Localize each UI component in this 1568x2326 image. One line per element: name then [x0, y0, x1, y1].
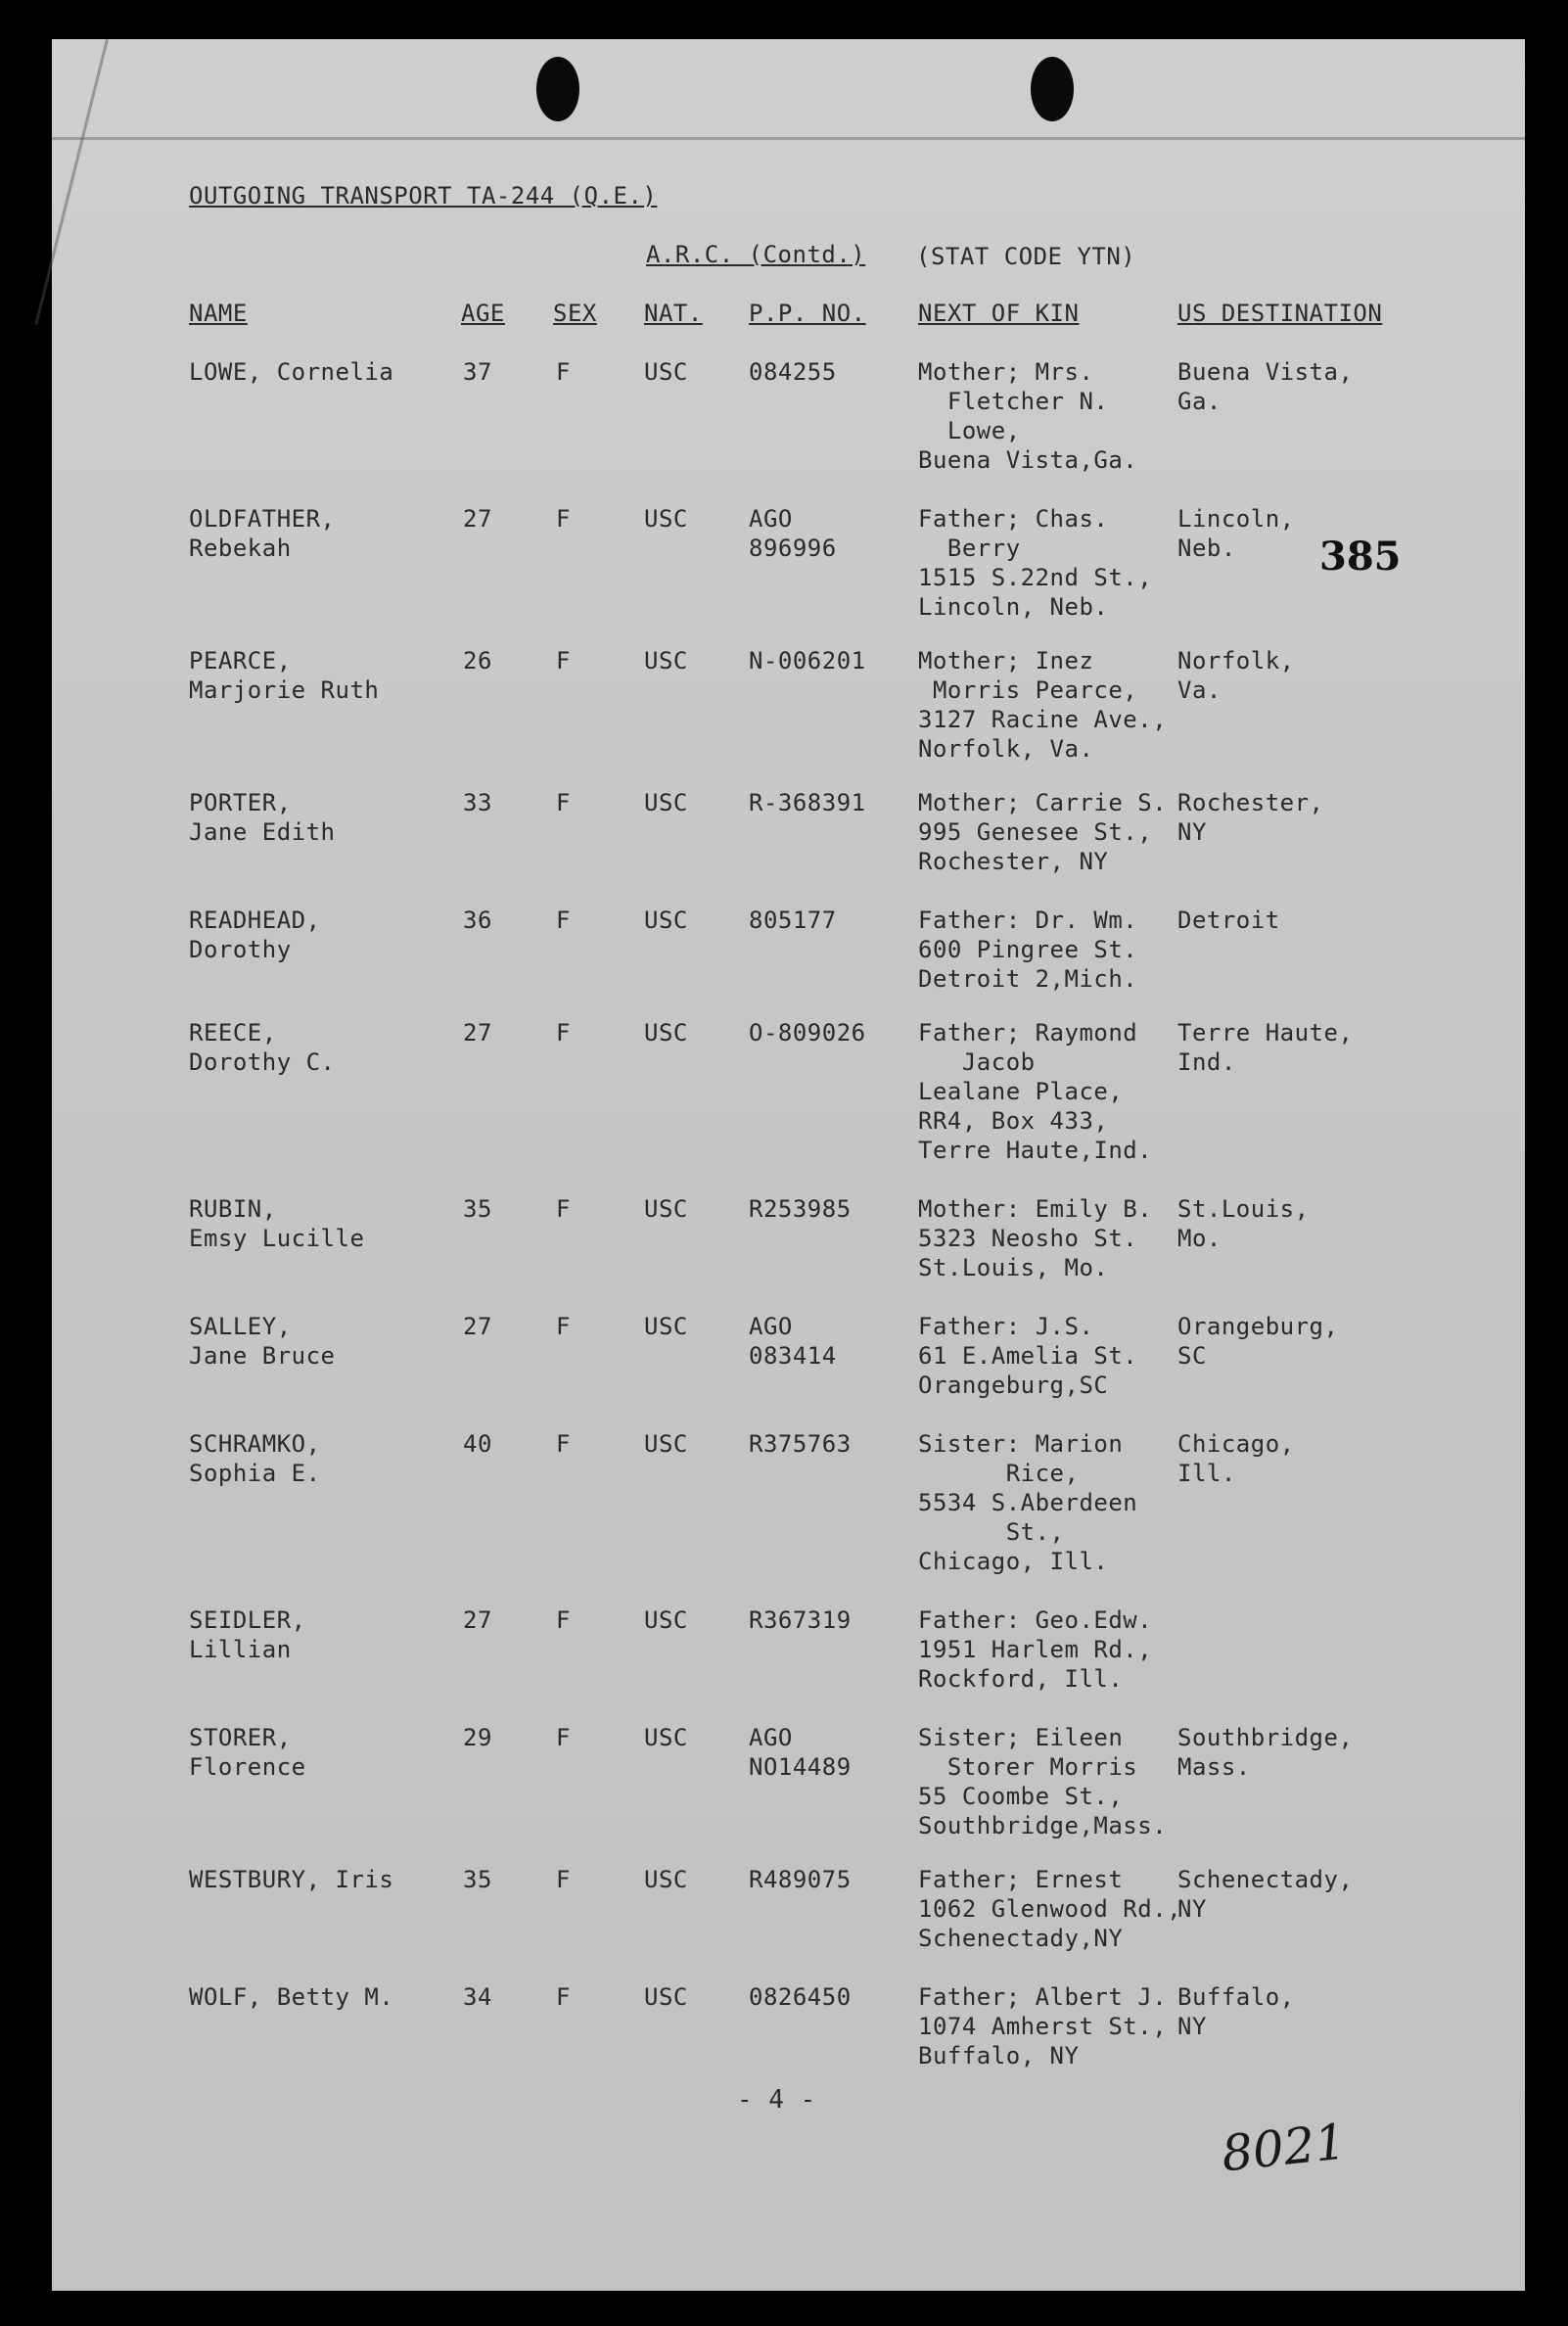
age-cell: 27 — [463, 1019, 492, 1047]
destination-line: NY — [1177, 2013, 1207, 2040]
passport-line: NO14489 — [749, 1753, 852, 1781]
destination-line: Ill. — [1177, 1460, 1236, 1487]
next-of-kin-line: 1515 S.22nd St., — [918, 564, 1153, 591]
name-line: PORTER, — [189, 789, 292, 816]
sex-cell: F — [556, 1866, 571, 1893]
nationality-cell: USC — [644, 1313, 688, 1340]
next-of-kin-line: Father: J.S. — [918, 1313, 1094, 1340]
age-cell: 33 — [463, 789, 492, 816]
next-of-kin-line: Rochester, NY — [918, 848, 1109, 875]
destination-line: Va. — [1177, 676, 1222, 704]
name-line: Jane Bruce — [189, 1342, 336, 1370]
sex-cell: F — [556, 789, 571, 816]
destination-line: Neb. — [1177, 535, 1236, 562]
age-cell: 34 — [463, 1983, 492, 2011]
fold-line — [52, 137, 1525, 140]
next-of-kin-line: Mother; Mrs. — [918, 358, 1094, 386]
next-of-kin-line: Orangeburg,SC — [918, 1372, 1109, 1399]
next-of-kin-line: Schenectady,NY — [918, 1925, 1124, 1952]
next-of-kin-line: Father; Chas. — [918, 505, 1109, 533]
destination-line: Buffalo, — [1177, 1983, 1295, 2011]
next-of-kin-line: Fletcher N. — [918, 388, 1109, 415]
next-of-kin-line: 61 E.Amelia St. — [918, 1342, 1138, 1370]
name-line: RUBIN, — [189, 1195, 277, 1223]
name-line: Lillian — [189, 1636, 292, 1663]
destination-line: Rochester, — [1177, 789, 1324, 816]
name-line: PEARCE, — [189, 647, 292, 675]
destination-line: Ga. — [1177, 388, 1222, 415]
destination-line: Detroit — [1177, 907, 1280, 934]
next-of-kin-line: St.Louis, Mo. — [918, 1254, 1109, 1281]
next-of-kin-line: Mother: Emily B. — [918, 1195, 1153, 1223]
age-cell: 27 — [463, 1313, 492, 1340]
punch-hole — [536, 57, 579, 121]
nationality-cell: USC — [644, 1430, 688, 1458]
next-of-kin-line: Rockford, Ill. — [918, 1665, 1124, 1693]
age-cell: 27 — [463, 505, 492, 533]
nationality-cell: USC — [644, 1606, 688, 1634]
destination-line: Mass. — [1177, 1753, 1251, 1781]
sex-cell: F — [556, 1983, 571, 2011]
next-of-kin-line: 600 Pingree St. — [918, 936, 1138, 963]
next-of-kin-line: Storer Morris — [918, 1753, 1138, 1781]
column-header-name: NAME — [189, 300, 248, 327]
passport-line: AGO — [749, 1313, 793, 1340]
next-of-kin-line: 1951 Harlem Rd., — [918, 1636, 1153, 1663]
column-header-age: AGE — [461, 300, 505, 327]
passport-line: O-809026 — [749, 1019, 866, 1047]
stamp-number: 385 — [1319, 534, 1402, 580]
page-number: - 4 - — [737, 2085, 816, 2115]
next-of-kin-line: Father: Dr. Wm. — [918, 907, 1138, 934]
next-of-kin-line: 3127 Racine Ave., — [918, 706, 1168, 733]
next-of-kin-line: Buffalo, NY — [918, 2042, 1080, 2070]
name-line: SEIDLER, — [189, 1606, 306, 1634]
next-of-kin-line: Lowe, — [918, 417, 1021, 444]
destination-line: Mo. — [1177, 1225, 1222, 1252]
age-cell: 26 — [463, 647, 492, 675]
passport-line: 084255 — [749, 358, 837, 386]
name-line: READHEAD, — [189, 907, 321, 934]
destination-line: Terre Haute, — [1177, 1019, 1354, 1047]
next-of-kin-line: 5323 Neosho St. — [918, 1225, 1138, 1252]
next-of-kin-line: 995 Genesee St., — [918, 818, 1153, 846]
name-line: Rebekah — [189, 535, 292, 562]
next-of-kin-line: Rice, — [918, 1460, 1080, 1487]
name-line: Sophia E. — [189, 1460, 321, 1487]
name-line: STORER, — [189, 1724, 292, 1751]
destination-line: Orangeburg, — [1177, 1313, 1339, 1340]
destination-line: Buena Vista, — [1177, 358, 1354, 386]
next-of-kin-line: Lincoln, Neb. — [918, 593, 1109, 621]
name-line: Marjorie Ruth — [189, 676, 380, 704]
punch-hole — [1031, 57, 1074, 121]
next-of-kin-line: Southbridge,Mass. — [918, 1812, 1168, 1839]
sex-cell: F — [556, 1724, 571, 1751]
column-header-next-of-kin: NEXT OF KIN — [918, 300, 1080, 327]
next-of-kin-line: Norfolk, Va. — [918, 735, 1094, 763]
name-line: OLDFATHER, — [189, 505, 336, 533]
next-of-kin-line: Terre Haute,Ind. — [918, 1137, 1153, 1164]
age-cell: 37 — [463, 358, 492, 386]
column-header-sex: SEX — [553, 300, 597, 327]
sex-cell: F — [556, 1019, 571, 1047]
passport-line: R375763 — [749, 1430, 852, 1458]
sex-cell: F — [556, 647, 571, 675]
nationality-cell: USC — [644, 358, 688, 386]
next-of-kin-line: Buena Vista,Ga. — [918, 446, 1138, 474]
next-of-kin-line: Sister; Eileen — [918, 1724, 1124, 1751]
destination-line: Southbridge, — [1177, 1724, 1354, 1751]
sex-cell: F — [556, 505, 571, 533]
destination-line: St.Louis, — [1177, 1195, 1310, 1223]
nationality-cell: USC — [644, 1195, 688, 1223]
next-of-kin-line: 1062 Glenwood Rd., — [918, 1895, 1182, 1923]
destination-line: NY — [1177, 818, 1207, 846]
passport-line: AGO — [749, 505, 793, 533]
next-of-kin-line: St., — [918, 1518, 1065, 1546]
next-of-kin-line: 1074 Amherst St., — [918, 2013, 1168, 2040]
name-line: REECE, — [189, 1019, 277, 1047]
sex-cell: F — [556, 358, 571, 386]
destination-line: Schenectady, — [1177, 1866, 1354, 1893]
next-of-kin-line: Lealane Place, — [918, 1078, 1124, 1105]
passport-line: 083414 — [749, 1342, 837, 1370]
age-cell: 35 — [463, 1866, 492, 1893]
handwritten-note: 8021 — [1219, 2113, 1349, 2183]
sex-cell: F — [556, 1430, 571, 1458]
next-of-kin-line: 5534 S.Aberdeen — [918, 1489, 1138, 1516]
passport-line: 896996 — [749, 535, 837, 562]
document-title: OUTGOING TRANSPORT TA-244 (Q.E.) — [189, 182, 658, 209]
destination-line: Lincoln, — [1177, 505, 1295, 533]
name-line: WOLF, Betty M. — [189, 1983, 394, 2011]
column-header-pp-no: P.P. NO. — [749, 300, 866, 327]
name-line: SCHRAMKO, — [189, 1430, 321, 1458]
passport-line: AGO — [749, 1724, 793, 1751]
passport-line: N-006201 — [749, 647, 866, 675]
next-of-kin-line: Chicago, Ill. — [918, 1548, 1109, 1575]
next-of-kin-line: RR4, Box 433, — [918, 1107, 1109, 1135]
nationality-cell: USC — [644, 505, 688, 533]
passport-line: R-368391 — [749, 789, 866, 816]
nationality-cell: USC — [644, 907, 688, 934]
next-of-kin-line: 55 Coombe St., — [918, 1783, 1124, 1810]
name-line: Dorothy C. — [189, 1048, 336, 1076]
arc-heading: A.R.C. (Contd.) — [646, 241, 866, 268]
next-of-kin-line: Mother; Carrie S. — [918, 789, 1168, 816]
next-of-kin-line: Morris Pearce, — [918, 676, 1138, 704]
document-page — [52, 39, 1525, 2291]
column-header-us-destination: US DESTINATION — [1177, 300, 1383, 327]
name-line: Florence — [189, 1753, 306, 1781]
passport-line: R489075 — [749, 1866, 852, 1893]
destination-line: SC — [1177, 1342, 1207, 1370]
nationality-cell: USC — [644, 1019, 688, 1047]
passport-line: R253985 — [749, 1195, 852, 1223]
destination-line: Ind. — [1177, 1048, 1236, 1076]
sex-cell: F — [556, 1195, 571, 1223]
name-line: WESTBURY, Iris — [189, 1866, 394, 1893]
passport-line: 0826450 — [749, 1983, 852, 2011]
nationality-cell: USC — [644, 1866, 688, 1893]
age-cell: 27 — [463, 1606, 492, 1634]
next-of-kin-line: Berry — [918, 535, 1021, 562]
nationality-cell: USC — [644, 1983, 688, 2011]
destination-line: Norfolk, — [1177, 647, 1295, 675]
sex-cell: F — [556, 1313, 571, 1340]
next-of-kin-line: Jacob — [918, 1048, 1036, 1076]
destination-line: NY — [1177, 1895, 1207, 1923]
name-line: SALLEY, — [189, 1313, 292, 1340]
next-of-kin-line: Sister: Marion — [918, 1430, 1124, 1458]
name-line: Jane Edith — [189, 818, 336, 846]
paper-crease — [34, 39, 108, 325]
destination-line: Chicago, — [1177, 1430, 1295, 1458]
nationality-cell: USC — [644, 647, 688, 675]
age-cell: 36 — [463, 907, 492, 934]
nationality-cell: USC — [644, 789, 688, 816]
sex-cell: F — [556, 907, 571, 934]
age-cell: 40 — [463, 1430, 492, 1458]
nationality-cell: USC — [644, 1724, 688, 1751]
age-cell: 35 — [463, 1195, 492, 1223]
passport-line: R367319 — [749, 1606, 852, 1634]
name-line: LOWE, Cornelia — [189, 358, 394, 386]
column-header-nat: NAT. — [644, 300, 703, 327]
name-line: Emsy Lucille — [189, 1225, 365, 1252]
passport-line: 805177 — [749, 907, 837, 934]
age-cell: 29 — [463, 1724, 492, 1751]
next-of-kin-line: Father: Geo.Edw. — [918, 1606, 1153, 1634]
next-of-kin-line: Father; Raymond — [918, 1019, 1138, 1047]
name-line: Dorothy — [189, 936, 292, 963]
next-of-kin-line: Mother; Inez — [918, 647, 1094, 675]
stat-code: (STAT CODE YTN) — [916, 243, 1136, 270]
next-of-kin-line: Detroit 2,Mich. — [918, 965, 1138, 993]
sex-cell: F — [556, 1606, 571, 1634]
next-of-kin-line: Father; Albert J. — [918, 1983, 1168, 2011]
next-of-kin-line: Father; Ernest — [918, 1866, 1124, 1893]
